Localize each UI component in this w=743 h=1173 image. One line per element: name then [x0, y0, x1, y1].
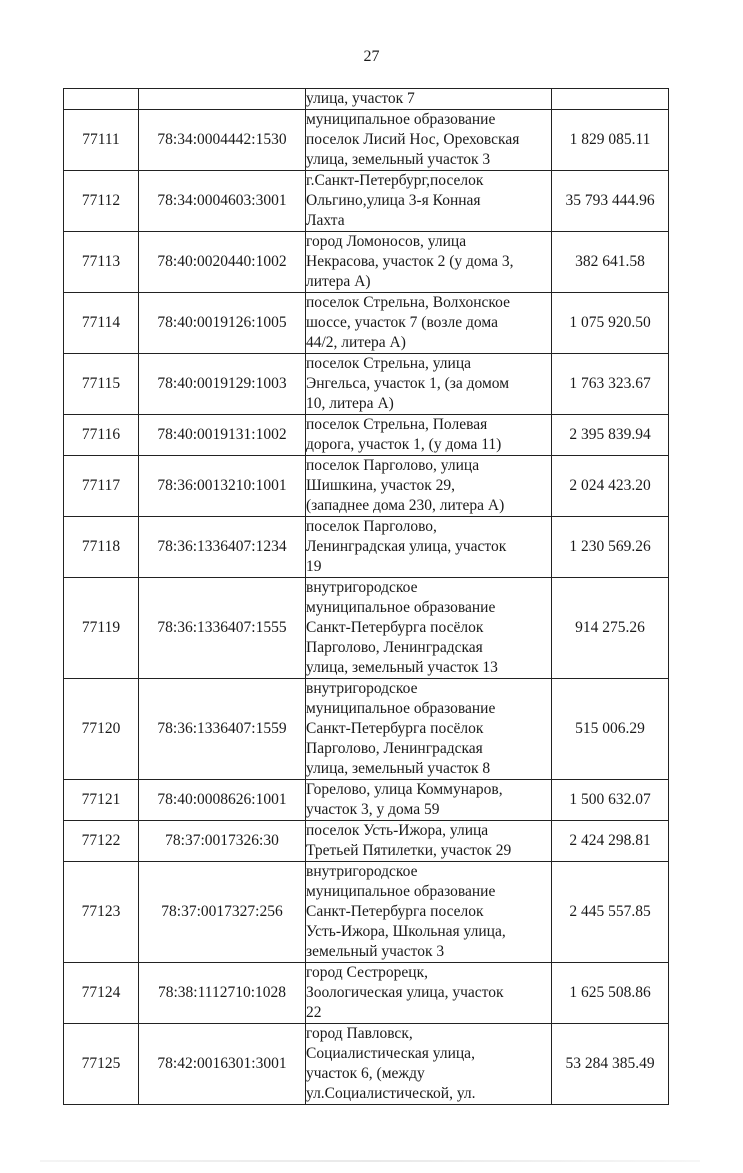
cadastral-number-cell: 78:40:0008626:1001 [139, 780, 306, 821]
cadastral-number-cell: 78:40:0019126:1005 [139, 293, 306, 354]
address-cell [306, 89, 552, 110]
address-line: Усть-Ижора, Школьная улица, [306, 923, 506, 940]
value-cell [552, 89, 669, 110]
table-body [64, 89, 669, 1105]
address-line: город Ломоносов, улица [306, 233, 467, 250]
table-row [64, 578, 669, 679]
table-row [64, 1024, 669, 1105]
cadastral-number-cell [139, 89, 306, 110]
address-line: Энгельса, участок 1, (за домом [306, 375, 510, 392]
address-line: муниципальное образование [306, 700, 496, 717]
address-cell [306, 456, 552, 517]
address-line: улица, земельный участок 13 [306, 659, 498, 676]
address-cell [306, 780, 552, 821]
cadastral-number-cell: 78:40:0020440:1002 [139, 232, 306, 293]
table-row [64, 293, 669, 354]
address-line: дорога, участок 1, (у дома 11) [306, 436, 502, 453]
value-cell: 1 075 920.50 [552, 293, 669, 354]
value-cell: 1 763 323.67 [552, 354, 669, 415]
address-line: поселок Стрельна, Полевая [306, 416, 488, 433]
address-line: Санкт-Петербурга поселок [306, 903, 484, 920]
table-row [64, 780, 669, 821]
address-line: 10, литера А) [306, 395, 394, 412]
address-line: Некрасова, участок 2 (у дома 3, [306, 253, 514, 270]
table-row [64, 679, 669, 780]
address-line: муниципальное образование [306, 599, 496, 616]
address-line: 44/2, литера А) [306, 334, 406, 351]
record-number-cell: 77121 [64, 780, 139, 821]
record-number-cell: 77116 [64, 415, 139, 456]
address-line: Санкт-Петербурга посёлок [306, 720, 484, 737]
address-line: 19 [306, 558, 322, 575]
table-row [64, 456, 669, 517]
value-cell: 515 006.29 [552, 679, 669, 780]
cadastral-number-cell: 78:36:0013210:1001 [139, 456, 306, 517]
value-cell: 1 500 632.07 [552, 780, 669, 821]
address-line: Лахта [306, 212, 345, 229]
cadastral-number-cell: 78:34:0004442:1530 [139, 110, 306, 171]
address-line: Парголово, Ленинградская [306, 740, 483, 757]
value-cell: 2 445 557.85 [552, 862, 669, 963]
record-number-cell: 77125 [64, 1024, 139, 1105]
address-line: литера А) [306, 273, 371, 290]
address-cell [306, 293, 552, 354]
cadastral-number-cell: 78:42:0016301:3001 [139, 1024, 306, 1105]
address-line: улица, земельный участок 3 [306, 151, 491, 168]
address-cell [306, 232, 552, 293]
address-line: земельный участок 3 [306, 943, 445, 960]
address-line: Парголово, Ленинградская [306, 639, 483, 656]
record-number-cell: 77111 [64, 110, 139, 171]
value-cell: 2 424 298.81 [552, 821, 669, 862]
address-line: ул.Социалистической, ул. [306, 1085, 476, 1102]
address-line: Шишкина, участок 29, [306, 477, 456, 494]
record-number-cell: 77117 [64, 456, 139, 517]
value-cell: 914 275.26 [552, 578, 669, 679]
address-line: внутригородское [306, 579, 418, 596]
cadastral-number-cell: 78:37:0017327:256 [139, 862, 306, 963]
address-line: внутригородское [306, 863, 418, 880]
cadastral-number-cell: 78:34:0004603:3001 [139, 171, 306, 232]
record-number-cell: 77114 [64, 293, 139, 354]
address-line: муниципальное образование [306, 883, 496, 900]
land-plot-table [63, 88, 669, 1105]
value-cell: 2 395 839.94 [552, 415, 669, 456]
record-number-cell: 77123 [64, 862, 139, 963]
address-line: г.Санкт-Петербург,поселок [306, 172, 484, 189]
cadastral-number-cell: 78:36:1336407:1559 [139, 679, 306, 780]
value-cell: 2 024 423.20 [552, 456, 669, 517]
address-cell [306, 517, 552, 578]
address-cell [306, 110, 552, 171]
address-line: Третьей Пятилетки, участок 29 [306, 842, 512, 859]
cadastral-number-cell: 78:40:0019129:1003 [139, 354, 306, 415]
address-line: Санкт-Петербурга посёлок [306, 619, 484, 636]
cadastral-number-cell: 78:38:1112710:1028 [139, 963, 306, 1024]
cadastral-number-cell: 78:36:1336407:1555 [139, 578, 306, 679]
value-cell: 53 284 385.49 [552, 1024, 669, 1105]
address-line: улица, участок 7 [306, 90, 415, 107]
table-row [64, 232, 669, 293]
address-line: город Павловск, [306, 1025, 413, 1042]
cadastral-number-cell: 78:37:0017326:30 [139, 821, 306, 862]
value-cell: 1 230 569.26 [552, 517, 669, 578]
address-line: город Сестрорецк, [306, 964, 429, 981]
record-number-cell: 77113 [64, 232, 139, 293]
address-line: Зоологическая улица, участок [306, 984, 504, 1001]
address-line: Ленинградская улица, участок [306, 538, 507, 555]
table-row [64, 415, 669, 456]
address-line: 22 [306, 1004, 322, 1021]
address-line: поселок Стрельна, Волхонское [306, 294, 510, 311]
record-number-cell: 77118 [64, 517, 139, 578]
table-row [64, 89, 669, 110]
value-cell: 1 625 508.86 [552, 963, 669, 1024]
address-line: Горелово, улица Коммунаров, [306, 781, 503, 798]
address-cell [306, 963, 552, 1024]
address-line: участок 3, у дома 59 [306, 801, 440, 818]
table-row [64, 110, 669, 171]
record-number-cell: 77115 [64, 354, 139, 415]
table-row [64, 171, 669, 232]
address-line: поселок Усть-Ижора, улица [306, 822, 489, 839]
address-line: поселок Лисий Нос, Ореховская [306, 131, 520, 148]
value-cell: 1 829 085.11 [552, 110, 669, 171]
table-row [64, 354, 669, 415]
record-number-cell [64, 89, 139, 110]
address-line: поселок Стрельна, улица [306, 355, 471, 372]
cadastral-number-cell: 78:36:1336407:1234 [139, 517, 306, 578]
address-line: муниципальное образование [306, 111, 496, 128]
scan-edge [40, 1160, 700, 1162]
address-line: поселок Парголово, [306, 518, 437, 535]
address-cell [306, 578, 552, 679]
address-line: (западнее дома 230, литера А) [306, 497, 505, 514]
table-row [64, 963, 669, 1024]
record-number-cell: 77112 [64, 171, 139, 232]
address-line: шоссе, участок 7 (возле дома [306, 314, 498, 331]
address-line: поселок Парголово, улица [306, 457, 480, 474]
address-cell [306, 171, 552, 232]
address-line: участок 6, (между [306, 1065, 425, 1082]
address-cell [306, 354, 552, 415]
address-cell [306, 862, 552, 963]
value-cell: 382 641.58 [552, 232, 669, 293]
record-number-cell: 77119 [64, 578, 139, 679]
table-row [64, 517, 669, 578]
cadastral-number-cell: 78:40:0019131:1002 [139, 415, 306, 456]
record-number-cell: 77124 [64, 963, 139, 1024]
address-line: внутригородское [306, 680, 418, 697]
address-cell [306, 679, 552, 780]
table-row [64, 821, 669, 862]
address-cell [306, 1024, 552, 1105]
record-number-cell: 77122 [64, 821, 139, 862]
address-line: Социалистическая улица, [306, 1045, 475, 1062]
address-line: улица, земельный участок 8 [306, 760, 491, 777]
table-row [64, 862, 669, 963]
record-number-cell: 77120 [64, 679, 139, 780]
address-cell [306, 821, 552, 862]
address-cell [306, 415, 552, 456]
value-cell: 35 793 444.96 [552, 171, 669, 232]
page-number: 27 [363, 48, 380, 65]
address-line: Ольгино,улица 3-я Конная [306, 192, 481, 209]
